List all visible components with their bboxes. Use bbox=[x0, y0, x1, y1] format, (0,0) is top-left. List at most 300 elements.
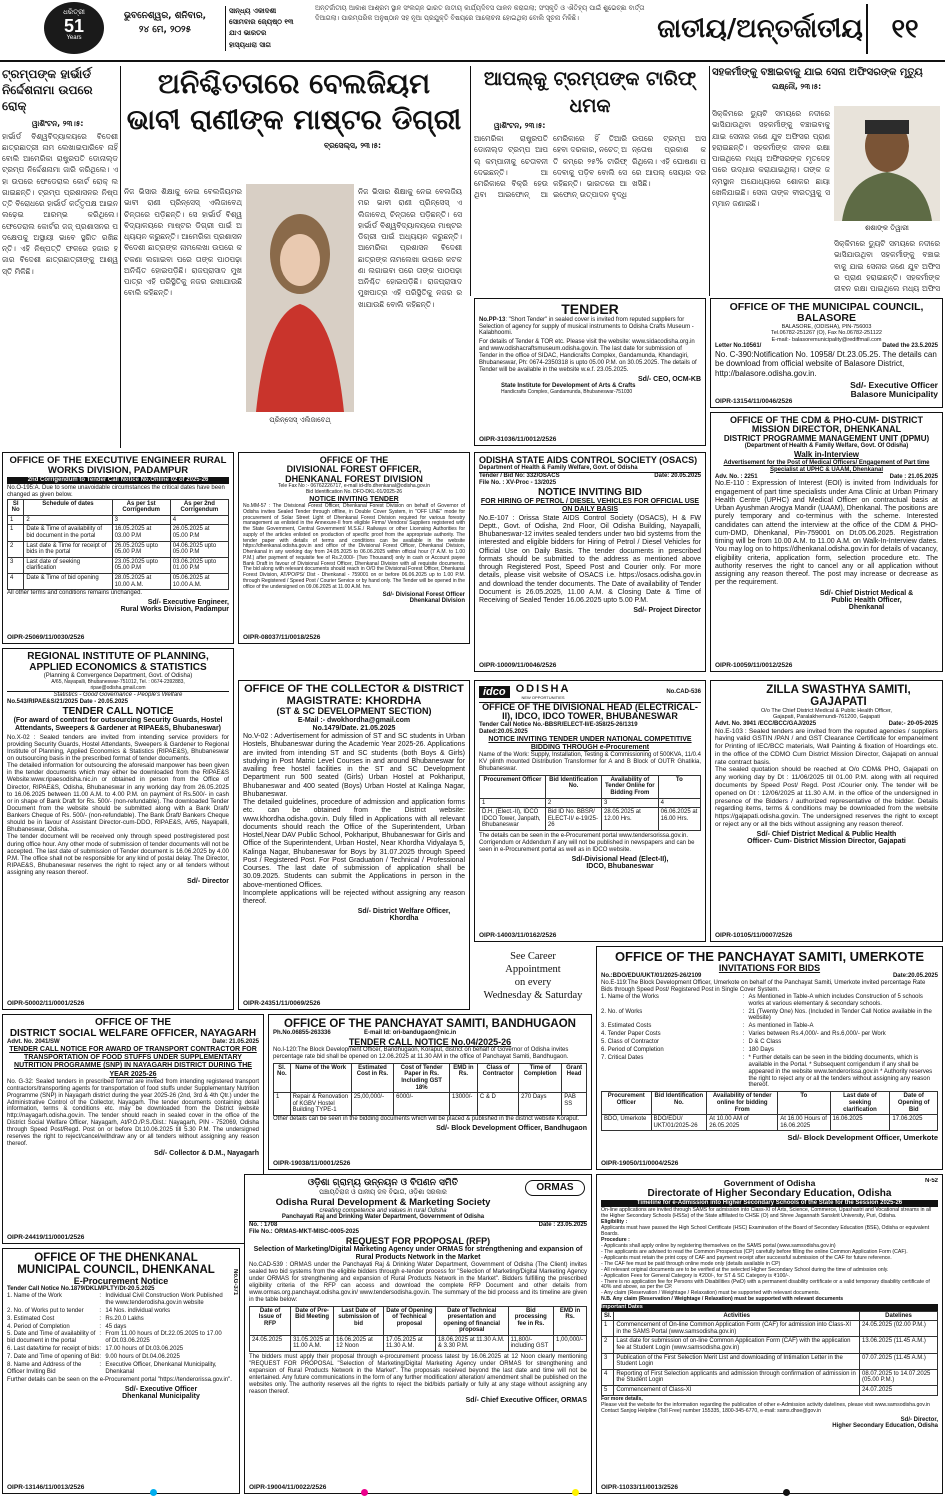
badge-top: ଧରିତ୍ରୀ bbox=[63, 8, 85, 16]
list-item bbox=[601, 1055, 938, 1089]
table-header-cell: Class of Contractor bbox=[477, 1063, 518, 1092]
table-header-cell: Time of Completion bbox=[519, 1063, 562, 1092]
table-header-cell: Cost of Tender Paper in Rs. Including GST 18% bbox=[394, 1063, 450, 1092]
ad-sub: INVITATIONS FOR BIDS bbox=[718, 962, 821, 973]
ad-career-note bbox=[474, 946, 592, 1010]
table-cell: Repair & Renovation of KGBV Hostel Building TYPE-1 bbox=[290, 1093, 351, 1116]
ad-subject: FOR HIRING OF PETROL / DIESEL VEHICLES FOR OFFICIAL USE ON DAILY BASIS bbox=[480, 498, 700, 514]
ad-dhenkanal-municipal bbox=[2, 1248, 240, 1494]
story-soldier bbox=[712, 66, 943, 296]
oipr-code: OIPR-24419/11/0001/2526 bbox=[7, 1234, 85, 1241]
ad-title: OFFICE OF THE EXECUTIVE ENGINEER RURAL WORKS DIVISION, PADAMPUR bbox=[9, 455, 227, 476]
table-cell: 4 bbox=[170, 515, 228, 525]
list-item bbox=[601, 1023, 938, 1030]
table-cell: 6000/- bbox=[394, 1093, 450, 1116]
ad-nb: N.B. Any claim (Reservation / Weightage / Relaxation) must be supported with relevant documents bbox=[601, 1296, 844, 1303]
list-item bbox=[7, 1354, 227, 1361]
ad-body: No.X-02 : Sealed tenders are invited from intending service providers for providing Security Guards, Hostel Attendants, Sweepers & Gardener to Regional Institute of Planning, Applied Economics & Statistics (RIPAE&S), Bhubaneswar on outsourcing basis in the prescribed format of tender documents. The detailed information for outsourcing the aforesaid manpower has been given in the tender documents which may either be downloaded from the RIPAE&S Website:www.ripaesodisha.nic.in or obtained in person from the Office of Director, RIPAE&S, Odisha, Bhubaneswar in any working day from 26.05.2025 to 16.06.2025 between 11.00 A.M. to 4.00 P.M. on payment of Rs.500/- in cash or in shape of Bank Draft for Rs. 500/- (non-refundable). The downloaded Tender Document from the website should be submitted along with a Bank Draft/ Bankers Cheque of Rs. 500/- (non-refundable). The Bank Draft/ Bankers Cheque should be in favour of Assistant Director-cum-DDO, RIPAE&S, A/65, Nayapalli, Bhubaneswar, Odisha. The tender document will be received only through speed post/registered post during office hour. Any other mode of submission of tender documents will not be accepted. The last date of submission of Tender document is 16.06.2025 by 4.00 P.M. The office shall not be responsible for any kind of postal delay. The Director, RIPAE&S, Bhubaneswar reserves the right to reject any or all tenders without assigning any reason thereof. bbox=[7, 733, 229, 877]
ad-ref bbox=[715, 343, 938, 350]
table-cell: Publication of the First Selection Merit List and downloading of Intimation Letter in the Student Login bbox=[614, 1353, 860, 1369]
soldier-photo bbox=[834, 106, 940, 221]
ad-more: Please visit the website for the information regarding the publication of other e-Admission activity datelines, please visit www.samsodisha.gov.in Contact Sanjog Helpline (Toll Free) number 155335, 1800-345-6770, e-mail: sams.dhse@gov.in bbox=[601, 1401, 930, 1414]
timeline-table bbox=[249, 1306, 587, 1353]
table-header-row bbox=[274, 1063, 587, 1092]
story-harvard bbox=[2, 66, 118, 448]
item-sep: : bbox=[99, 1346, 102, 1353]
princess-photo bbox=[246, 184, 354, 412]
story-dateline: ୱାଶିଂଟନ, ୨୩।୫: bbox=[32, 118, 84, 128]
ad-no: No.543/RIPAE&S/21/2025 Date - 20.05.2025 bbox=[7, 699, 128, 706]
ad-signature: Sd/-Divisional Head (Elect-II), IDCO, Bhubaneswar bbox=[571, 855, 669, 870]
oipr-code: OIPR-08037/11/0018/2526 bbox=[243, 634, 321, 641]
ad-no: Advt. No. 2041/SW bbox=[7, 1039, 60, 1045]
ad-signature: Sd/- Director bbox=[186, 878, 229, 886]
section-title: ଜାତୀୟ/ଅନ୍ତର୍ଜାତୀୟ bbox=[657, 14, 863, 44]
ad-code: N-52 bbox=[924, 1178, 938, 1184]
table-row bbox=[480, 808, 701, 831]
ad-body: No.O-195:A. Due to some unavoidable circumstances the critical dates have been changed as given below. bbox=[7, 484, 225, 498]
table-cell: D.H. (Elect.-II), IDCO IDCO Tower, Janpath, Bhubaneswar bbox=[480, 808, 546, 831]
list-item bbox=[601, 1009, 938, 1023]
ad-foot: The bidders must apply their proposal through e-procurement process latest by 16.06.2025 at 12 Noon clearly mentioning "REQUEST FOR PROPOSAL "Selection of Marketing/Digital Marketing Agency under ORMAS for strengthening and expansion of Rural Products Network in the Market". The proposals received beyond the last date and time will not be entertained. Any future communications in the form of any further modification/ alteration/ amendment shall be published on the websites only. The authority reserves all the rights to reject the bid/bids partially or fully at any stage without assigning any reason thereof. bbox=[249, 1354, 587, 1395]
ad-no: No. : 1708 bbox=[249, 1221, 278, 1228]
item-sep: : bbox=[99, 1354, 102, 1361]
item-sep: : bbox=[742, 993, 745, 1000]
ad-notice: TENDER CALL NOTICE FOR AWARD OF TRANSPORT CONTRACTOR FOR TRANSPORTATION OF FOOD STUFFS UNDER SUPPLEMENTARY NUTRITION PROGRAMME (SNP) IN NAYAGARH DISTRICT DURING THE YEAR 2025-26 bbox=[9, 1045, 257, 1078]
item-label: 5. Class of Contractor bbox=[601, 1039, 660, 1046]
table-row bbox=[8, 541, 229, 557]
story-body: ସିକ୍କିମରେ ଡ୍ୟୁଟି ସମୟରେ ନଦୀରେ ଭାସିଯାଉଥିବା ସହକର୍ମୀଙ୍କୁ ବଞ୍ଚାଇବାକୁ ଯାଇ ସେନାର ଜଣେ ଯୁବ ଅଫିସର ପ୍ରାଣ ହରାଇଛନ୍ତି। ସହକର୍ମୀଙ୍କ ଜୀବନ ରକ୍ଷା ପାଇଥିଲେ ମଧ୍ୟ ଅଫିସରଙ୍କ ମୃତଦେହ ପରେ ଉଦ୍ଧାର କରାଯାଇଥିଲା। ତାଙ୍କ ଜନ୍ମସ୍ଥାନ ଅଯୋଧ୍ୟାରେ ଶୋକର ଛାୟା ଖେଳିଯାଇଛି। ସେନା ତାଙ୍କ ବୀରତ୍ୱକୁ ସମ୍ମାନ ଜଣାଇଛି। bbox=[712, 109, 830, 208]
ad-foot: Other details can be seen in the bidding documents which will be placed & published in the district website Koraput. bbox=[273, 1115, 580, 1122]
table-row bbox=[8, 525, 229, 541]
ad-no: Tender Call Notice No.1879/DKLMPLTY/Dt-20.5.2025 bbox=[7, 1286, 155, 1293]
table-cell: 1 bbox=[8, 525, 24, 541]
list-item bbox=[7, 1346, 227, 1353]
oipr-code: OIPR-11033/11/0013/2526 bbox=[601, 1484, 678, 1491]
table-cell: 16.06.2025 at 12 Noon bbox=[334, 1335, 384, 1351]
ad-code: No.G-371 bbox=[232, 1269, 238, 1296]
list-item bbox=[7, 1293, 227, 1307]
ad-title: OFFICE OF THE DIVISIONAL FOREST OFFICER, DHENKANAL FOREST DIVISION bbox=[285, 455, 423, 484]
ad-no: No.1479/Date. 21.05.2025 bbox=[312, 724, 396, 732]
item-sep: : bbox=[99, 1315, 102, 1322]
table-cell: 13.06.2025 (11.45 A.M.) bbox=[860, 1337, 938, 1353]
ad-addr: Handicrafts Complex, Gandamunda, Bhubaneswar-751030 bbox=[501, 388, 633, 395]
ad-signature: Sd/- Chief District Medical & Public Health Officer, Dhenkanal bbox=[819, 589, 914, 611]
list-item bbox=[7, 1324, 227, 1331]
list-item bbox=[601, 1047, 938, 1054]
table-cell: 3 bbox=[112, 515, 170, 525]
item-label: 7. Date and Time of opening of Bid bbox=[7, 1354, 100, 1361]
item-label: 2. No. of Works put to tender bbox=[7, 1307, 84, 1314]
story-body-cont: ସିକ୍କିମରେ ଡ୍ୟୁଟି ସମୟରେ ନଦୀରେ ଭାସିଯାଉଥିବା ସହକର୍ମୀଙ୍କୁ ବଞ୍ଚାଇବାକୁ ଯାଇ ସେନାର ଜଣେ ଯୁବ ଅଫିସର ପ୍ରାଣ ହରାଇଛନ୍ତି। ସହକର୍ମୀଙ୍କ ଜୀବନ ରକ୍ଷା ପାଇଥିଲେ ମଧ୍ୟ ଅଫିସ bbox=[834, 239, 940, 293]
item-value: As Mentioned in Table-A which includes Construction of 5 schools works at various elementary & secondary schools. bbox=[748, 993, 923, 1007]
ad-sub: (ST & SC DEVELOPMENT SECTION) bbox=[276, 706, 432, 717]
table-header-cell: Estimated Cost in Rs. bbox=[351, 1063, 393, 1092]
item-value: Executive Officer, Dhenkanal Municipality, Dhenkanal bbox=[105, 1362, 217, 1375]
ad-title: TENDER bbox=[561, 301, 619, 317]
list-item bbox=[7, 1331, 227, 1345]
table-row bbox=[8, 557, 229, 573]
table-header-cell: Last date of seeking clarification bbox=[830, 1092, 890, 1115]
ad-signature: Sd/- Block Development Officer, Umerkote bbox=[787, 1133, 938, 1143]
table-cell: 1 bbox=[602, 1321, 614, 1337]
table-header-cell: Procurement Officer bbox=[602, 1092, 652, 1115]
ad-title: ZILLA SWASTHYA SAMITI, GAJAPATI bbox=[766, 684, 911, 709]
work-table bbox=[273, 1063, 587, 1116]
oipr-code: OIPR-14003/11/0162/2526 bbox=[479, 932, 557, 939]
table-header-cell: As per 2nd Corrigendum bbox=[170, 499, 228, 515]
portrait-image bbox=[834, 106, 940, 221]
table-cell: Bid ID No. BBSR/ ELECT-II/ e-19/25-26 bbox=[545, 808, 601, 831]
list-item bbox=[7, 1316, 227, 1323]
table-cell: 4 bbox=[602, 1369, 614, 1385]
table-header-cell: Bid Identification No. bbox=[651, 1092, 707, 1115]
table-header-cell: Schedule of dates bbox=[24, 499, 112, 515]
ad-body: No.MM-57 : The Divisional Forest Officer, Dhenkanal Forest Division on behalf of Governor of Odisha invites Sealed Tender through offline, in Double Cover System, in "OFF LINE" mode for procurement of Solar Street Light of Dhenkanal Forest Division required for various forestry management as enlisted in the Annexure-II from eligible Firms/ Vendors/ Suppliers registered with the State Government, Central Government/ M.S.E./ Railways or other Licensing Authorities for supply of the articles enlisted on production of specific proof from the appropriate authority. The tender paper with details of terms and conditions can be available in the website https://dhenkanal.odisha.gov.in and office of the Divisional Forest Officer, Dhenkanal Division, Dhenkanal in any working day from 24.05.2025 to 06.06.2025 within official hour (7 A.M. to 1.00 P.M.) after payment of requisite fee of Rs.2,000/- (Two Thousand) only in cash or Account payee Bank Draft in favour of Divisional Forest Officer, Dhenkanal Division with all requisite documents. The bid along with relevant documents should reach in O/O the Divisional Forest Officer, Dhenkanal Forest Division, AT/PO/PS/ Dist - Dhenkanal - 759001 on or before 06.06.2025 up to 1.00 P.M. through Registered / Speed Post / Courier Service or by hand only. The Tender will be opened in the office of the undersigned on 09.06.2025 at 11.00 A.M. hrs. bbox=[243, 503, 465, 590]
ad-body: No.E-103 : Sealed tenders are invited from the reputed agencies / suppliers having valid GSTIN /PAN / and GST Clearance Certificate for empanelment for Printing of IEC/BCC materials, Wall Painting & fixation of Hoardings etc. in the office of the CDMO Cum District Mission Director, Gajapati on annual rate contract basis. The sealed quotation should be reached at O/o CDM& PHO, Gajapati on any working day by Dt : 11/06/2025 till 01.00 P.M. along with all required documents by Speed Post/ Regd. Post /Courier only. The tender will be opened on Dt : 12/06/2025 at 11.30 A.M. in the office of the undersigned in presence of the Bidders / authorized representative of the bidder. Details regarding items, terms & conditions may be downloaded from the website https://gajapati.odisha.gov.in. The undersigned reserves the right to except or reject any or all the bids without assigning any reason thereof. bbox=[715, 727, 938, 828]
oipr-code: OIPR-31036/11/0012/2526 bbox=[479, 436, 557, 443]
career-text: See Career Appointment on every Wednesday & Saturday bbox=[483, 951, 583, 1002]
ad-balasore bbox=[710, 298, 943, 408]
ad-umerkote bbox=[596, 946, 943, 1170]
ad-title: OFFICE OF THE DIVISIONAL HEAD (ELECTRICAL-II), IDCO, IDCO TOWER, BHUBANESWAR bbox=[482, 702, 698, 722]
list-item bbox=[601, 1039, 938, 1046]
table-cell: 28.05.2025 at 10.00 A.M. bbox=[112, 573, 170, 589]
ad-signature: Sd/- Project Director bbox=[633, 607, 701, 615]
ad-body: Name of the Work: Supply, Installation, Testing & Commissioning of 500KVA, 11/0.4 KV plinth mounted Distribution Transformer for A and B Block of OUTR Ghatikia, Bhubaneswar. bbox=[479, 752, 701, 772]
table-cell: 03.06.2025 upto 01.00 P.M bbox=[170, 557, 228, 573]
ad-ormas bbox=[244, 1174, 592, 1494]
table-row bbox=[8, 573, 229, 589]
reg-mark-black bbox=[783, 1489, 790, 1496]
ad-ripae bbox=[2, 648, 234, 1010]
ad-osacs bbox=[474, 452, 706, 672]
item-sep: : bbox=[742, 1046, 745, 1053]
table-cell: 1 bbox=[8, 515, 24, 525]
item-label: 2. No. of Works bbox=[601, 1008, 643, 1015]
ad-date: Dated:20.05.2025 bbox=[479, 728, 528, 735]
divider bbox=[709, 66, 710, 296]
table-cell: 31.05.2025 at 11.00 A.M. bbox=[291, 1335, 334, 1351]
ad-date: Date: 21.05.2025 bbox=[212, 1039, 259, 1045]
table-row bbox=[602, 1337, 938, 1353]
ad-dhenkanal-forest bbox=[238, 452, 470, 644]
ad-notice: NOTICE INVITING TENDER bbox=[309, 495, 399, 503]
ad-signature: Sd/- Divisional Forest Officer Dhenkanal Division bbox=[382, 592, 465, 605]
oipr-code: OIPR-19038/11/0001/2526 bbox=[273, 1160, 351, 1167]
table-header-cell: Bid Identification No. bbox=[545, 775, 601, 798]
ormas-name: Odisha Rural Development & Marketing Society bbox=[275, 1197, 491, 1208]
bid-table bbox=[479, 775, 701, 831]
item-sep: : bbox=[99, 1293, 102, 1300]
ad-body: For details of Tender & TOR etc. Please visit the website: www.sidacodisha.org.in and www.odishacraftsmuseum.odisha.gov.in. The last date for submission of Tender in the office of SIDAC, Handicrafts Complex, Gandamunda, Khandagiri, Bhubaneswar, Ph: 0674-2350318 is upto 05.00 P.M. on 30.05.2025. The details of Tender will be available in the website w.e.f. 23.05.2025. bbox=[479, 339, 697, 373]
ad-proc-head: Procedure : bbox=[601, 1236, 630, 1243]
divider bbox=[120, 66, 121, 448]
ad-body: No.CAD-539 : ORMAS under the Panchayati Raj & Drinking Water Department, Government of Odisha (The Client) invites sealed two bid systems from the eligible bidders through e-tender process for "Selection of Marketing/Digital Marketing Agency under ORMAS for strengthening and expansion of Rural Products Network in the Market". Bidders fulfilling the prescribed eligibility criteria of the RFP can access and download the complete RFP Document and other details from www.ormas.org.panchayat.odisha.gov.in/ www.tendersodisha.gov.in. The summary of the bid process and its timeline are given in the table below: bbox=[249, 1262, 587, 1303]
table-header-cell: Sl. No. bbox=[274, 1063, 291, 1092]
table-cell: 270 Days bbox=[519, 1093, 562, 1116]
table-cell: At 16.00 Hours of 16.06.2025 bbox=[778, 1115, 830, 1131]
ad-intro bbox=[479, 317, 701, 338]
table-row bbox=[602, 1321, 938, 1337]
masthead bbox=[0, 0, 945, 62]
ad-email: E-Mail :- dwokhordha@gmail.com bbox=[297, 716, 411, 724]
table-cell: PAB SS bbox=[562, 1093, 587, 1116]
ad-no: Letter No.10561/ bbox=[715, 342, 762, 349]
table-cell: 17.06.2025 bbox=[890, 1115, 938, 1131]
item-sep: : bbox=[742, 1031, 745, 1038]
ad-sub: DISTRICT PROGRAMME MANAGEMENT UNIT (DPMU) bbox=[723, 433, 930, 443]
table-cell: 04.06.2025 upto 05.00 P.M bbox=[170, 541, 228, 557]
table-row bbox=[8, 515, 229, 525]
table-cell: Commencement of Class-XI bbox=[614, 1386, 860, 1396]
reg-mark-yellow bbox=[572, 1489, 579, 1496]
oipr-code: OIPR-19004/11/0022/2526 bbox=[249, 1484, 327, 1491]
ad-title: OFFICE OF THE PANCHAYAT SAMITI, UMERKOTE bbox=[614, 949, 925, 964]
reg-mark-cyan bbox=[150, 1489, 157, 1496]
ad-title: OFFICE OF THE CDM & PHO-CUM- DISTRICT MISSION DIRECTOR, DHENKANAL bbox=[730, 415, 923, 435]
item-value: 9.00 hours of Dt.04.06.2025 bbox=[105, 1354, 180, 1361]
ad-no: Advt. No. 3941 /ECC/BCC/GAJ/2025 bbox=[715, 720, 817, 727]
table-header-cell: Date of Opening of Bid bbox=[890, 1092, 938, 1115]
ad-ref bbox=[601, 973, 938, 980]
ad-notice: TENDER CALL NOTICE No.04/2025-26 bbox=[348, 1036, 512, 1047]
table-header-cell: EMD in Rs. bbox=[450, 1063, 478, 1092]
ad-more-head: For more details, bbox=[601, 1395, 643, 1402]
ad-title: OFFICE OF THE COLLECTOR & DISTRICT MAGISTRATE: KHORDHA bbox=[244, 683, 464, 707]
story-headline: ଅନିଶ୍ଚିତତାରେ ବେଲଜିୟମ ଭାବୀ ରାଣୀଙ୍କ ମାଷ୍ଟର ଡିଗ୍ରୀ bbox=[126, 67, 462, 137]
ad-proc: - Applicants shall apply online by registering themselves on the SAMS portal (www.samsodisha.gov.in) - The applicants are advised to read the Common Prospectus (CP) carefully before filling the online Common Application Form (CAF). - Applicants must retain the print copy of CAF and payment receipt after successful submission of the CAF for future reference. - The CAF fee must be paid through online mode only (details available in CP) - All relevant original documents are to be verified at the selected Higher Secondary School during the time of admission only. - Application Fees for General Category is ₹200/-, for ST & SC Category is ₹100/-. - There is no application fee for Persons with Disabilities (PwD) with a permanent disability certificate or a valid temporary disability certificate of 40% and above, as per the CP. - Any claim (Reservation / Weightage / Relaxation) must be supported with relevant documents. bbox=[601, 1242, 930, 1297]
oipr-code: OIPR-25069/11/0030/2526 bbox=[7, 634, 85, 641]
table-header-row bbox=[8, 499, 229, 515]
item-value: 45 days bbox=[105, 1323, 127, 1330]
oipr-code: OIPR-13154/11/0046/2526 bbox=[715, 398, 793, 405]
ad-sub: E-Procurement Notice bbox=[73, 1276, 169, 1287]
items-list bbox=[7, 1293, 235, 1376]
table-header-cell: Datelines bbox=[860, 1311, 938, 1321]
item-sep: : bbox=[99, 1331, 102, 1338]
ormas-logo: ORMAS bbox=[525, 1180, 585, 1196]
item-sep: : bbox=[742, 1039, 745, 1046]
table-cell: 23.05.2025 upto 05.00 P.M bbox=[112, 557, 170, 573]
ad-no: Tender Call Notice No.-BBSR/ELECT-II/E-358/25-26/1319 bbox=[479, 721, 638, 728]
ad-signature: Sd/- Executive Officer Dhenkanal Municipality bbox=[122, 1385, 200, 1400]
ormas-tagline: creating competence and values in rural Odisha bbox=[319, 1208, 447, 1214]
ad-ref bbox=[249, 1221, 587, 1229]
ad-collector-khordha bbox=[238, 680, 470, 1010]
portrait-image bbox=[246, 184, 354, 412]
items-list bbox=[601, 994, 938, 1090]
print-registration-marks bbox=[150, 1489, 790, 1497]
ad-title: REGIONAL INSTITUTE OF PLANNING, APPLIED ECONOMICS & STATISTICS bbox=[27, 651, 209, 673]
table-header-cell: Sl No bbox=[8, 499, 24, 515]
item-value: 180 Days bbox=[748, 1046, 774, 1053]
list-item bbox=[7, 1308, 227, 1315]
oipr-code: OIPR-50002/11/0001/2526 bbox=[7, 1000, 85, 1007]
table-header-row bbox=[250, 1306, 587, 1335]
ad-body: No.E-107 : Orissa State AIDS Control Society (OSACS), H & FW Deptt., Govt. of Odisha, 2nd Floor, Oil Odisha Building, Nayapalli, Bhubaneswar-12 invites sealed tenders under two bid systems from the interested and eligible bidders for Hiring of Petrol / Diesel Vehicles for Official Use on Daily Basis. The tender documents in prescribed formats should be submitted to the address as mentioned above through Registered Post, Speed Post and Courier only. For more details, please visit website of OSACS i.e. https://osacs.odisha.gov.in and download the tender documents. The Date of availability of Tender Document is 26.05.2025, 11.00 A.M. & Closing Date & Time of Receiving of Sealed Tender 16.06.2025 upto 5.00 P.M. bbox=[479, 514, 701, 605]
story-dateline: ବ୍ରସେଲ୍ସ, ୨୩।୫: bbox=[324, 140, 382, 150]
item-value: 14 Nos. individual works bbox=[105, 1307, 171, 1314]
ad-subject: (For award of contract for outsourcing Security Guards, Hostel Attendants, Sweepers & Gardener at RIPAE&S, Bhubaneswar) bbox=[13, 717, 223, 733]
ad-file: File No.: ORMAS-MKT-MISC-0005-2025 bbox=[249, 1228, 360, 1235]
table-cell: 1 bbox=[480, 798, 546, 808]
ad-date: Date: 20.05.2025 bbox=[654, 473, 701, 480]
ad-contact: Tele Fax No :- 06762226717, e-mail id-dfo.dhenkanal@odisha.gov.in Bid Identification No. DFO-DKL-01/2025-26 bbox=[277, 483, 431, 496]
oipr-code: OIPR-10009/11/0046/2526 bbox=[479, 662, 557, 669]
table-cell: 06.06.2025 at 16.00 Hrs. bbox=[658, 808, 700, 831]
ad-idco bbox=[474, 680, 706, 942]
item-sep: : bbox=[742, 1023, 745, 1030]
table-row bbox=[602, 1115, 938, 1131]
ad-padampur bbox=[2, 452, 234, 644]
table-cell: Last date & Time for receipt of bids in the portal bbox=[24, 541, 112, 557]
ad-contact: Ph.No.06855-263336 E-mail Id: ori-bandugaon@nic.in bbox=[273, 1030, 457, 1037]
ad-notice: NOTICE INVITING BID bbox=[538, 487, 642, 499]
table-cell: 1 bbox=[274, 1093, 291, 1116]
ad-body: No.I-120:The Block Development Officer, Bandhugaon, Koraput, district on behalf of Governor of Odisha invites percentage rate bid shall be opened on 12.06.2025 at 11.30 AM in the office of Panchayat Samiti, Bandhugaon. bbox=[273, 1046, 569, 1060]
ad-foot: All other terms and conditions remains unchanged. bbox=[7, 590, 143, 597]
table-cell: Date & Time of bid opening bbox=[24, 573, 112, 589]
ad-foot: The details can be seen in the e-Procurement portal www.tendersorissa.gov.in. Corrigendum or Addendum if any will not be published in newspapers and can be seen in e-Procurement portal as well as in IDCO website. bbox=[479, 832, 695, 853]
story-headline: ସହକର୍ମୀଙ୍କୁ ବଞ୍ଚାଇବାକୁ ଯାଇ ସେନା ଅଫିସରଙ୍କ ମୃତ୍ୟୁ bbox=[712, 67, 923, 78]
ad-sub: 2nd Corrigendum to Tender Call Notice No.Online 02 of 2025-26 bbox=[7, 477, 229, 484]
table-row bbox=[602, 1353, 938, 1369]
table-header-cell: Name of the Work bbox=[290, 1063, 351, 1092]
ad-notice: NOTICE INVITING TENDER UNDER NATIONAL COMPETITIVE BIDDING THROUGH e-Procurement bbox=[488, 735, 692, 751]
masthead-mid: ସାନ୍ଧ୍ୟ ଏକାଦଶୀ ସୋମବାର ଜ୍ୟେଷ୍ଠ ୧୩ ଯାଏ ଭାରତର ହାସ୍ୟଧାରା ସାଗ bbox=[225, 6, 305, 51]
ad-title: OFFICE OF THE DHENKANAL MUNICIPAL COUNCIL, DHENKANAL bbox=[17, 1252, 215, 1277]
ad-title: OFFICE OF THE MUNICIPAL COUNCIL, BALASORE bbox=[729, 301, 924, 325]
table-header-cell: Procurement Officer bbox=[480, 775, 546, 798]
item-sep: : bbox=[742, 1008, 745, 1015]
ad-date: Dated the 23.5.2025 bbox=[882, 342, 938, 349]
item-value: 21 (Twenty One) Nos. (Included in Tender Call Notice available in the website) bbox=[748, 1008, 932, 1022]
table-cell: Last date for submission of on-line Common Application Form (CAF) with the application fee at Student Login (www.samsodisha.gov.in) bbox=[614, 1337, 860, 1353]
item-value: Individual Civil Construction Work Published the www.tenderodisha.gov.in website bbox=[105, 1293, 223, 1306]
ad-band: Timeline for e-Admission into Higher Secondary Schools of the State for the Session 2025-26 bbox=[601, 1200, 938, 1207]
table-header-cell: Date of Issue of RFP bbox=[250, 1306, 291, 1335]
table-cell: 26.05.2025 upto 05.00 P.M bbox=[112, 541, 170, 557]
ad-walk: Walk in-Interview bbox=[793, 450, 860, 460]
ad-intro: No.E-119:The Block Development Officer, Umerkote on behalf of the Panchayat Samiti, Umerkote invited percentage Rate Bids through Speed Post/ Registered Post in Single Cover System. bbox=[601, 979, 926, 993]
ad-dept: (Department of Health & Family Welfare, Govt. Of Odisha) bbox=[744, 443, 909, 450]
ad-gov: Government of Odisha bbox=[723, 1178, 816, 1188]
idco-logo: idco bbox=[479, 686, 510, 698]
table-header-row bbox=[602, 1311, 938, 1321]
ad-adv: Advertisement for the Post of Medical Officers/ Engagement of Part time Specialist at UPHC & UAAM, Dhenkanal bbox=[723, 459, 930, 473]
item-label: 4. Period of Completion bbox=[7, 1323, 70, 1330]
table-header-cell: Availability of tender online for bidding From bbox=[707, 1092, 778, 1115]
table-cell: Commencement of On-line Common Application Form (CAF) for admission into Class-XI in the SAMS Portal (www.samsodisha.gov.in) bbox=[614, 1321, 860, 1337]
badge-sub: Years bbox=[66, 35, 82, 41]
table-cell: 1,00,000/- bbox=[554, 1335, 587, 1351]
ad-ref bbox=[479, 473, 701, 480]
table-cell: Date & Time of availability of bid document in the portal bbox=[24, 525, 112, 541]
ad-dept: Department of Health & Family Welfare, Govt. of Odisha bbox=[479, 465, 701, 473]
table-cell: 4 bbox=[8, 573, 24, 589]
ormas-odia-dept: ପଞ୍ଚାୟତିରାଜ ଓ ପାନୀୟ ଜଳ ବିଭାଗ, ଓଡ଼ିଶା ସରକାର bbox=[319, 1188, 447, 1196]
table-cell: 24.05.2025 (02.00 P.M.) bbox=[860, 1321, 938, 1337]
page-number: ୧୧ bbox=[866, 4, 942, 54]
ad-elig: Applicants must have passed the High School Certificate (HSC) Examination of the Board of Secondary Education (BSE), Odisha or equivalent Boards. bbox=[601, 1224, 930, 1237]
ad-elig-head: Eligibility : bbox=[601, 1218, 628, 1225]
item-label: 3. Estimated Cost bbox=[7, 1315, 55, 1322]
story-body: ହାର୍ଭାର୍ଡ ବିଶ୍ୱବିଦ୍ୟାଳୟରେ ବିଦେଶୀ ଛାତ୍ରଛାତ୍ରୀ ନାମ ଲେଖାଇପାରିବେ ନାହିଁ ବୋଲି ଆମେରିକା ରାଷ୍ଟ୍ରପତି ଡୋନାଲ୍ଡ ଟ୍ରମ୍ପ ନିର୍ଦ୍ଦେଶନାମା ଜାରି କରିଥିଲେ। ଏହା ଉପରେ ଫେଡେରାଲ କୋର୍ଟ ରୋକ୍ ଲଗାଇଛନ୍ତି। ଟ୍ରମ୍ପ ପ୍ରଶାସନର ନିଷ୍ପତ୍ତି ବିରୋଧରେ ହାର୍ଭାର୍ଡ କର୍ତ୍ତୃପକ୍ଷ ଆଇନ ଲଢ଼େଇ ଆରମ୍ଭ କରିଥିଲେ। ଫେଡେରାଲ କୋର୍ଟର ଜଜ୍ ପ୍ରଶାସନର ପଦକ୍ଷେପକୁ ଅସ୍ଥାୟୀ ଭାବେ ସ୍ଥଗିତ ରଖିଛନ୍ତି। ଏହି ନିଷ୍ପତ୍ତି ଫଳରେ ହଜାର ହଜାର ବିଦେଶୀ ଛାତ୍ରଛାତ୍ରୀଙ୍କୁ ଆଶ୍ୱସ୍ତି ମିଳିଛି। bbox=[2, 131, 118, 276]
item-value: Rs.20.0 Lakhs bbox=[105, 1315, 144, 1322]
table-cell: 2 bbox=[24, 515, 112, 525]
ad-signature: Sd/- Chief Executive Officer, ORMAS bbox=[465, 1397, 587, 1405]
ad-nayagarh bbox=[2, 1014, 264, 1244]
ormas-odia-name: ଓଡ଼ିଶା ଗ୍ରାମ୍ୟ ଉନ୍ନୟନ ଓ ବିପଣନ ସମିତି bbox=[307, 1178, 459, 1188]
oipr-code: OIPR-13146/11/0013/2526 bbox=[7, 1484, 85, 1491]
ad-fno: File No. : XV-Proc - 13/2025 bbox=[479, 480, 557, 487]
ad-org: State Institute for Development of Arts & Crafts bbox=[501, 382, 636, 389]
table-cell: 11,800/- including GST bbox=[508, 1335, 553, 1351]
story-headline: ଟ୍ରମ୍ପଙ୍କ ହାର୍ଭାର୍ଡ ନିର୍ଦ୍ଦେଶନାମା ଉପରେ ରୋକ୍ bbox=[2, 67, 93, 114]
ad-signature: Sd/- CEO, OCM-KB bbox=[638, 375, 701, 383]
story-body-cont: ନିଜ ଭିସାର ଶିକ୍ଷାକୁ ନେଇ ବେଲଜିୟମର ଭାବୀ ରାଣୀ ପ୍ରିନ୍ସେସ୍ ଏଲିଜାବେଥ୍ ଚିନ୍ତାରେ ପଡ଼ିଛନ୍ତି। ସେ ହାର୍ଭାର୍ଡ ବିଶ୍ୱବିଦ୍ୟାଳୟରେ ମାଷ୍ଟର ଡିଗ୍ରୀ ପାଇଁ ଅଧ୍ୟୟନ କରୁଛନ୍ତି। ଆମେରିକା ପ୍ରଶାସନ ବିଦେଶୀ ଛାତ୍ରଙ୍କ ନାମଲେଖା ଉପରେ କଟକଣା ଲଗାଇବା ପରେ ତାଙ୍କ ପାଠପଢ଼ା ଅନିଶ୍ଚିତ ହୋଇପଡ଼ିଛି। ରାଜପ୍ରାସାଦ ମୁଖପାତ୍ର ଏହି ପରିସ୍ଥିତିକୁ ନଜର ରଖାଯାଉଛି ବୋଲି କହିଛନ୍ତି। bbox=[358, 187, 462, 309]
table-cell: 4 bbox=[658, 798, 700, 808]
story-dateline: ଲକ୍ଷ୍ନୌ, ୨୩।୫: bbox=[772, 81, 822, 91]
table-cell: 28.05.2025 at 12.00 Hrs. bbox=[602, 808, 659, 831]
item-label: 7. Critical Dates bbox=[601, 1054, 644, 1061]
item-value: 17.00 hours of Dt.03.06.2025 bbox=[105, 1346, 184, 1353]
odisha-logo-text: ODISHA bbox=[515, 683, 571, 695]
table-header-cell: Sl. bbox=[602, 1311, 614, 1321]
story-dateline: ୱାଶିଂଟନ, ୨୩।୫: bbox=[494, 121, 546, 131]
anniversary-badge bbox=[44, 2, 104, 54]
item-value: * Further details can be seen in the bidding documents, which is available in the Portal. * Subsequent corrigendum if any shall be appeared in the website www.tenderorissa.gov.in * Authority reserves the right to reject any or all the tenders without assigning any reason thereof. bbox=[748, 1054, 933, 1089]
oipr-code: OIPR-19050/11/0004/2526 bbox=[601, 1160, 679, 1167]
ad-intro: On-line applications are invited through SAMS for admission into Class-XI of Arts, Science, Commerce, Upashastri and Vocational streams in all the Higher Secondary Schools (HSSs) of the State affiliated to CHSE (O) and Shree Jagannath Sanskrit University, Puri, Odisha. bbox=[601, 1206, 932, 1219]
table-cell: 08.07.2025 to 14.07.2025 (05.00 P.M.) bbox=[860, 1369, 938, 1385]
dates-table bbox=[601, 1311, 938, 1396]
photo-caption: ପ୍ରିନ୍ସେସ୍ ଏଲିଜାବେଥ୍ bbox=[269, 416, 331, 424]
table-header-cell: Grant Head bbox=[562, 1063, 587, 1092]
table-header-row bbox=[602, 1092, 938, 1115]
item-label: 1. Name of the Work bbox=[7, 1293, 62, 1300]
table-cell: 13000/- bbox=[450, 1093, 478, 1116]
masthead-blurb: ଅନ୍ତର୍ଜାତୀୟ ଆକାଶ ଆଶ୍ରମ ସ୍ଥାନ ସଂଲଗ୍ନ ଭାରତ ଜାତୀୟ କାର୍ଯ୍ୟଦିବସ ପାଳନ କରାଗଲା; ସଂସ୍କୃତି ଓ ଐତିହ୍ୟ ପାଇଁ ଶୁଭେଚ୍ଛା ବାର୍ତ୍ତା ଦିଆଗଲା। ପାରମ୍ପରିକ ଅନୁଷ୍ଠାନ ସହ ନୂଆ ପ୍ରଯୁକ୍ତି ବିଷୟରେ ଆଲୋଚନା ହୋଇଥିଲା ବୋଲି ସୂଚନା ମିଳିଛି। bbox=[315, 4, 645, 22]
list-item bbox=[7, 1362, 227, 1376]
table-cell: BDO/EDU/ UKT/01/2025-26 bbox=[651, 1115, 707, 1131]
table-row bbox=[602, 1386, 938, 1396]
table-header-cell: Availability of Tender Online for Bidding From bbox=[602, 775, 659, 798]
table-header-cell: Activities bbox=[614, 1311, 860, 1321]
table-cell: 26.05.2025 at 05.00 P.M bbox=[170, 525, 228, 541]
table-cell: At 10.00 AM of 26.05.2025 bbox=[707, 1115, 778, 1131]
table-header-cell: To bbox=[658, 775, 700, 798]
photo-caption: ଶଶାଙ୍କ ତିୱାରୀ bbox=[865, 224, 909, 232]
item-label: 1. Name of the Works bbox=[601, 993, 659, 1000]
ad-signature: Sd/- Executive Engineer, Rural Works Division, Padampur bbox=[120, 599, 229, 614]
list-item bbox=[601, 1031, 938, 1038]
ad-signature: Sd/- Director, Higher Secondary Education, Odisha bbox=[832, 1416, 938, 1429]
table-row bbox=[250, 1335, 587, 1351]
dateline: ଭୁବନେଶ୍ୱର, ଶନିବାର, ୨୪ ମେ, ୨୦୨୫ bbox=[123, 11, 207, 35]
ad-ref bbox=[715, 474, 938, 481]
table-cell: 24.05.2025 bbox=[250, 1335, 291, 1351]
oipr-code: OIPR-10059/11/0012/2526 bbox=[715, 662, 793, 669]
ad-body: No.V-02 : Advertisement for admission of ST and SC students in Urban Hostels, Bhubaneswar during the Academic Year 2025-26. Applications are invited from intending ST and SC students (both Boys & Girls) studying in Post Matric Level Courses in and around Bhubaneswar for availing free hostel facilities in the ST and SC Development Department run 500 seated (Girls) Urban Hostel at Pokhariput, Bhubaneswar and 400 seated (Boys) Urban Hostel at Kalinga Nagar, Bhubaneswar. The detailed guidelines, procedure of admission and application forms etc. can be obtained from the District website: www.khordha.odisha.gov.in. Duly filled in Applications with all relevant documents should reach the Office of the Superintendent, Urban Hostel,Near DAV Public School, Pokhariput, Bhubaneswar for Girls and Office of the Superintendent, Urban Hostel, Near Khordha Vidyalaya 5, Kalinga Nagar, Bhubaneswar for Boys by 31.07.2025 through Speed Post / Registered Post. For Post Graduation / Technical / Professional Courses. The last date of submission of application shall be 30.09.2025. Students can submit the Applications in person in the above-mentioned Offices. Incomplete applications will be rejected without assigning any reason thereof. bbox=[243, 733, 465, 906]
table-header-cell: As per 1st Corrigendum bbox=[112, 499, 170, 515]
story-belgium bbox=[124, 66, 464, 448]
table-row bbox=[274, 1093, 587, 1116]
table-cell: 16.06.2025 bbox=[830, 1115, 890, 1131]
ad-title: ODISHA STATE AIDS CONTROL SOCIETY (OSACS) bbox=[479, 455, 698, 465]
